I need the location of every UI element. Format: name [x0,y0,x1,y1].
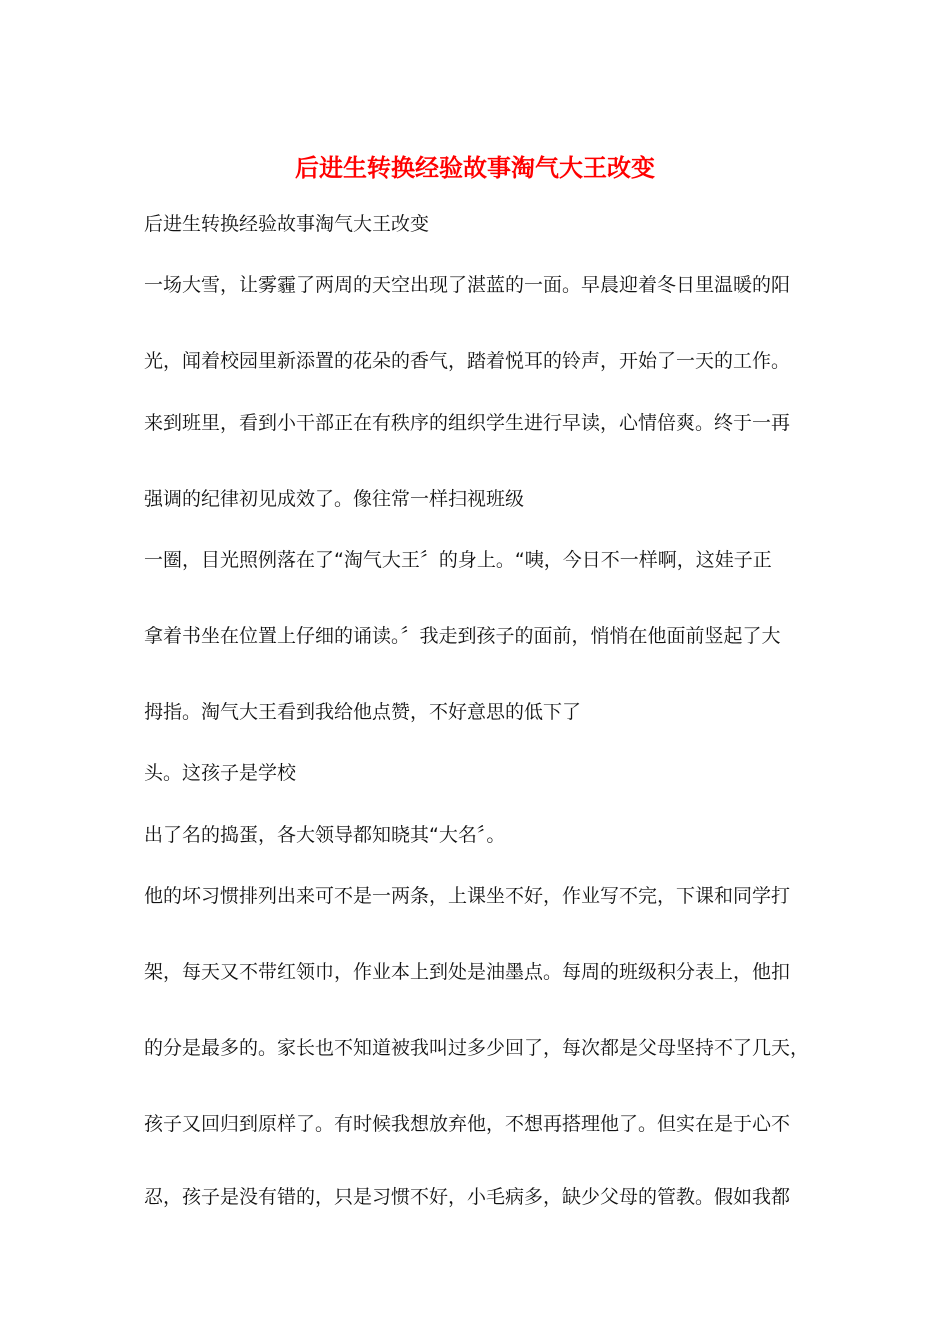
paragraph-line: 的分是最多的。家长也不知道被我叫过多少回了，每次都是父母坚持不了几天， [144,1037,810,1059]
document-title: 后进生转换经验故事淘气大王改变 [295,153,655,182]
paragraph-line: 孩子又回归到原样了。有时候我想放弃他，不想再搭理他了。但实在是于心不 [144,1113,791,1135]
paragraph-line: 他的坏习惯排列出来可不是一两条，上课坐不好，作业写不完，下课和同学打 [144,885,791,907]
paragraph-line: 一圈，目光照例落在了“淘气大王〞的身上。“咦，今日不一样啊，这娃子正 [144,549,772,571]
paragraph-line: 拿着书坐在位置上仔细的诵读。〞我走到孩子的面前，悄悄在他面前竖起了大 [144,625,781,647]
paragraph-line: 光，闻着校园里新添置的花朵的香气，踏着悦耳的铃声，开始了一天的工作。 [144,350,791,372]
paragraph-line: 一场大雪，让雾霾了两周的天空出现了湛蓝的一面。早晨迎着冬日里温暖的阳 [144,274,791,296]
paragraph-line: 来到班里，看到小干部正在有秩序的组织学生进行早读，心情倍爽。终于一再 [144,412,791,434]
paragraph-line: 头。这孩子是学校 [144,762,297,784]
paragraph-line: 拇指。淘气大王看到我给他点赞，不好意思的低下了 [144,701,582,723]
paragraph-line: 出了名的捣蛋，各大领导都知晓其“大名〞。 [144,824,506,846]
paragraph-line: 架，每天又不带红领巾，作业本上到处是油墨点。每周的班级积分表上，他扣 [144,961,791,983]
paragraph-line: 强调的纪律初见成效了。像往常一样扫视班级 [144,488,525,510]
paragraph-line: 忍，孩子是没有错的，只是习惯不好，小毛病多，缺少父母的管教。假如我都 [144,1186,791,1208]
paragraph-line: 后进生转换经验故事淘气大王改变 [144,213,430,235]
